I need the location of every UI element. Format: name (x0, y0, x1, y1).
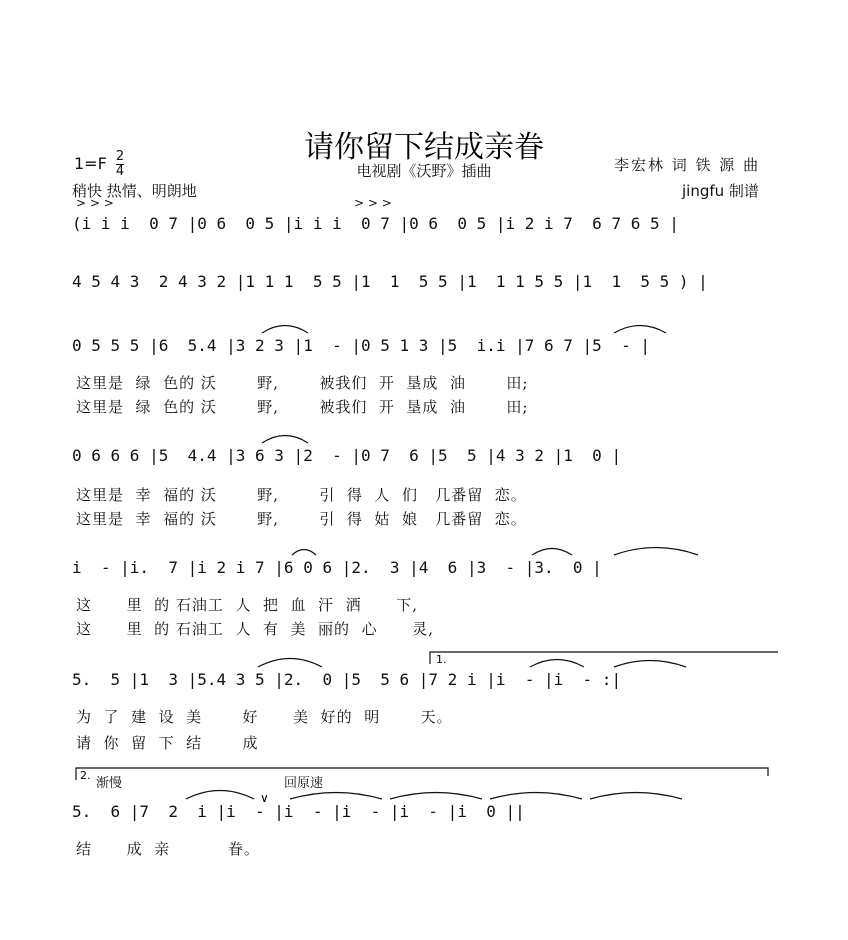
lyricist-composer: 李宏林 词 铁 源 曲 (614, 156, 761, 174)
key-label: 1=F (74, 154, 107, 173)
slur-row7-a (186, 791, 254, 800)
slur-row7-b (290, 793, 382, 800)
notation-row-6: 5. 5 |1 3 |5.4 3 5 |2. 0 |5 5 6 |7 2 i |i - |i - :| (72, 670, 622, 689)
accent-marks-2: > > > (354, 196, 392, 210)
slur-row7-c (390, 793, 482, 800)
song-subtitle: 电视剧《沃野》插曲 (356, 162, 492, 180)
volta-marker-1: 1. (436, 653, 447, 666)
volta-marker-2: 2. (80, 769, 91, 782)
tempo-marking: 稍快 热情、明朗地 (72, 182, 197, 200)
slur-row6-c (614, 661, 686, 668)
tempo-return: 回原速 (284, 776, 324, 791)
lyric-row-5-verse-1: 这 里 的 石油工 人 把 血 汗 洒 下, (76, 596, 418, 614)
lyric-row-6-verse-1: 为 了 建 设 美 好 美 好的 明 天。 (76, 708, 453, 726)
tempo-slowdown: 渐慢 (96, 776, 123, 791)
notation-row-2: 4 5 4 3 2 4 3 2 |1 1 1 5 5 |1 1 5 5 |1 1 1 5 5 |1 1 5 5 ) | (72, 272, 708, 291)
time-bottom: 4 (115, 164, 125, 179)
notation-row-3: 0 5 5 5 |6 5.4 |3 2 3 |1 - |0 5 1 3 |5 i.i |7 6 7 |5 - | (72, 336, 650, 355)
accent-marks-1: > > > (76, 196, 114, 210)
slur-row5-c (614, 548, 698, 556)
lyric-row-3-verse-1: 这里是 绿 色的 沃 野, 被我们 开 垦成 油 田; (76, 374, 529, 392)
lyric-row-6-verse-2: 请 你 留 下 结 成 (76, 734, 259, 752)
notation-row-4: 0 6 6 6 |5 4.4 |3 6 3 |2 - |0 7 6 |5 5 |4 3 2 |1 0 | (72, 446, 622, 465)
volta-bracket-2 (76, 768, 768, 780)
notation-row-1: (i i i 0 7 |0 6 0 5 |i i i 0 7 |0 6 0 5 |i 2 i 7 6 7 6 5 | (72, 214, 679, 233)
slur-row5-a (292, 550, 316, 556)
slur-row3-b (614, 326, 666, 334)
lyric-row-4-verse-1: 这里是 幸 福的 沃 野, 引 得 人 们 几番留 恋。 (76, 486, 527, 504)
slur-row7-d (490, 793, 582, 800)
time-top: 2 (115, 149, 125, 164)
slur-row6-b (530, 660, 584, 668)
song-title: 请你留下结成亲眷 (304, 130, 544, 165)
slur-row4 (262, 436, 308, 444)
notation-row-7: 5. 6 |7 2 i |i - |i - |i - |i - |i 0 || (72, 802, 525, 821)
notation-row-5: i - |i. 7 |i 2 i 7 |6 0 6 |2. 3 |4 6 |3 - |3. 0 | (72, 558, 602, 577)
slur-row3-a (262, 326, 308, 334)
lyric-row-3-verse-2: 这里是 绿 色的 沃 野, 被我们 开 垦成 油 田; (76, 398, 529, 416)
slur-row5-b (532, 549, 572, 556)
volta-bracket-1 (430, 652, 778, 664)
arranger: jingfu 制谱 (682, 182, 759, 200)
lyric-row-4-verse-2: 这里是 幸 福的 沃 野, 引 得 姑 娘 几番留 恋。 (76, 510, 527, 528)
slur-row7-e (590, 793, 682, 800)
lyric-row-5-verse-2: 这 里 的 石油工 人 有 美 丽的 心 灵, (76, 620, 434, 638)
slur-row6-a (258, 659, 322, 668)
lyric-row-7-verse-1: 结 成 亲 眷。 (76, 840, 260, 858)
breath-mark: ∨ (260, 791, 269, 805)
